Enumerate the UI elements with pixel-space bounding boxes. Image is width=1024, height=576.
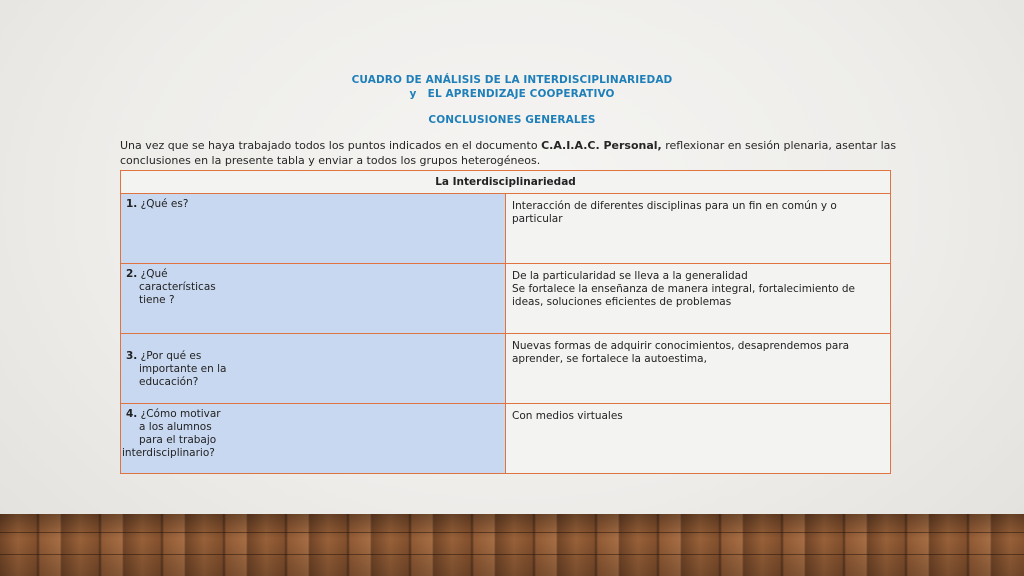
question-text: ¿Qué	[140, 268, 168, 280]
answer-cell[interactable]	[506, 194, 891, 264]
question-cell	[121, 264, 506, 334]
question-cell	[121, 334, 506, 404]
question-text: ¿Por qué es	[140, 350, 202, 362]
question-cell	[121, 194, 506, 264]
question-text: ¿Cómo motivar	[140, 408, 221, 420]
question-number: 1.	[126, 198, 138, 210]
title-line-1: CUADRO DE ANÁLISIS DE LA INTERDISCIPLINARIEDAD	[351, 74, 673, 86]
instructions-paragraph	[120, 138, 900, 168]
question-text: educación?	[139, 376, 199, 388]
question-number: 4.	[126, 408, 138, 420]
title-line-2: y EL APRENDIZAJE COOPERATIVO	[409, 88, 615, 100]
answer-cell[interactable]	[506, 264, 891, 334]
question-number: 3.	[126, 350, 138, 362]
question-text: tiene ?	[139, 294, 175, 306]
table-header-row	[121, 171, 891, 194]
answer-text: Se fortalece la enseñanza de manera integral, fortalecimiento de ideas, soluciones eficientes de problemas	[512, 283, 855, 308]
question-text: interdisciplinario?	[122, 447, 215, 459]
intro-text-end: reflexionar en sesión plenaria, asentar las conclusiones en la presente tabla y enviar a todos los grupos heterogéneos.	[120, 139, 897, 167]
table-row	[121, 334, 891, 404]
question-text: para el trabajo	[139, 434, 217, 446]
answer-text: Con medios virtuales	[512, 410, 623, 422]
answer-text: De la particularidad se lleva a la generalidad	[512, 270, 748, 282]
table-title: La Interdisciplinariedad	[121, 171, 891, 194]
answer-cell[interactable]	[506, 404, 891, 474]
answer-cell[interactable]	[506, 334, 891, 404]
analysis-table	[120, 170, 891, 474]
question-text: características	[139, 281, 216, 293]
question-text: ¿Qué es?	[140, 198, 189, 210]
intro-document-name: C.A.I.A.C. Personal,	[541, 139, 662, 152]
answer-text: Interacción de diferentes disciplinas para un fin en común y o particular	[512, 200, 837, 225]
question-number: 2.	[126, 268, 138, 280]
question-text: a los alumnos	[139, 421, 212, 433]
table-row	[121, 194, 891, 264]
question-cell	[121, 404, 506, 474]
intro-text-start: Una vez que se haya trabajado todos los puntos indicados en el documento	[120, 139, 542, 152]
wood-floor-decoration	[0, 514, 1024, 576]
answer-text: Nuevas formas de adquirir conocimientos, desaprendemos para aprender, se fortalece la autoestima,	[512, 340, 850, 365]
subtitle: CONCLUSIONES GENERALES	[428, 114, 596, 126]
table-row	[121, 264, 891, 334]
question-text: importante en la	[139, 363, 227, 375]
table-row	[121, 404, 891, 474]
